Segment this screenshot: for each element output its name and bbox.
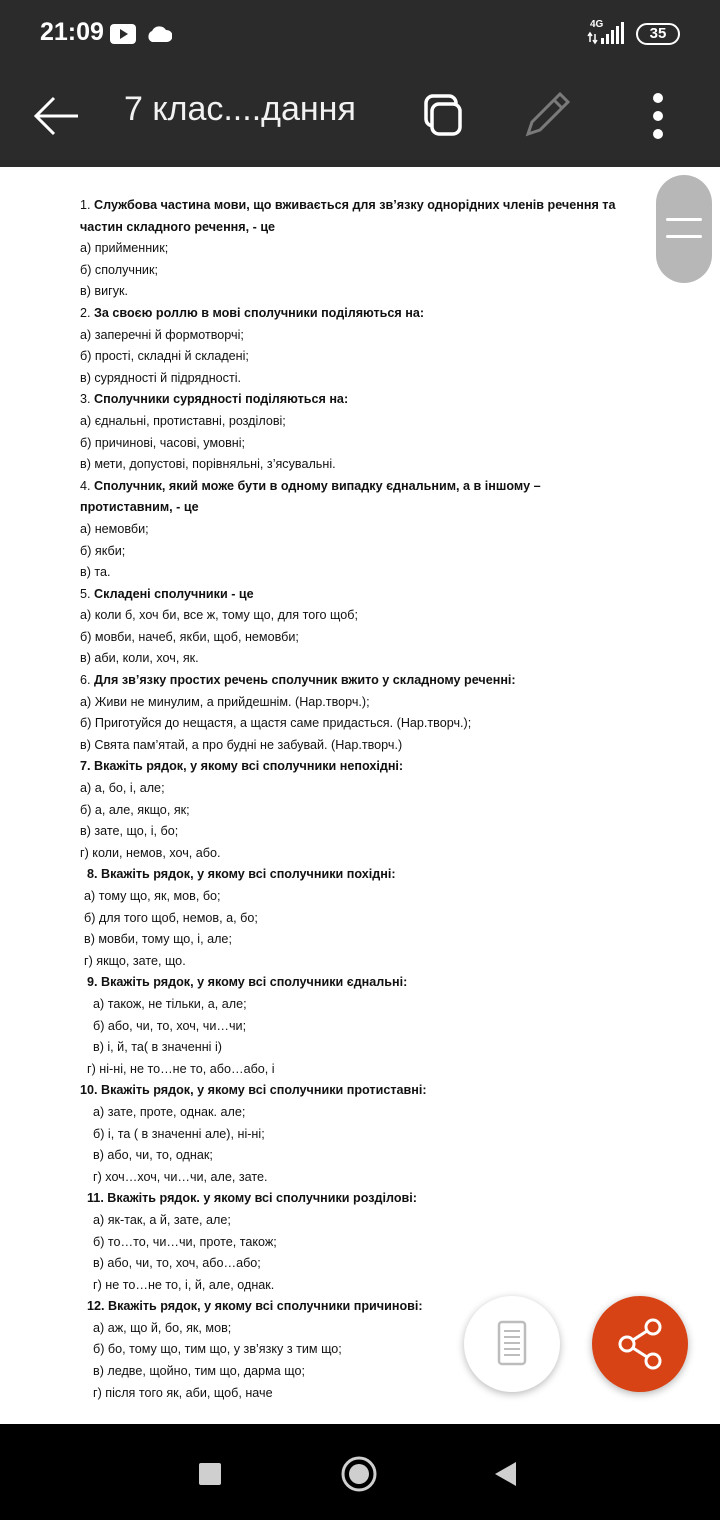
scroll-handle[interactable] xyxy=(656,175,712,283)
question-number: 3. xyxy=(80,392,91,407)
status-time: 21:09 xyxy=(40,18,104,46)
line-text: в) зате, що, і, бо; xyxy=(80,824,179,839)
line-text: в) або, чи, то, хоч, або…або; xyxy=(93,1256,261,1271)
line-text: 12. Вкажіть рядок, у якому всі сполучники причинові: xyxy=(87,1299,423,1314)
line-text: б) мовби, начеб, якби, щоб, немовби; xyxy=(80,629,299,644)
status-bar xyxy=(0,0,720,68)
edit-pencil-icon[interactable] xyxy=(516,86,576,146)
line-text: а) як-так, а й, зате, але; xyxy=(93,1212,231,1227)
more-vert-icon[interactable] xyxy=(628,86,688,146)
answer-option xyxy=(0,519,640,541)
question-line xyxy=(0,195,640,217)
question-line xyxy=(0,972,640,994)
answer-option xyxy=(0,1232,640,1254)
answer-option xyxy=(0,1275,640,1297)
line-text: в) сурядності й підрядності. xyxy=(80,370,242,385)
question-line xyxy=(0,476,640,498)
line-text: 10. Вкажіть рядок, у якому всі сполучники протиставні: xyxy=(80,1083,427,1098)
line-text: Для зв’язку простих речень сполучник вжито у складному реченні: xyxy=(94,673,516,688)
answer-option xyxy=(0,605,640,627)
line-text: а) а, бо, і, але; xyxy=(80,781,165,796)
answer-option xyxy=(0,411,640,433)
question-line xyxy=(0,497,640,519)
line-text: протиставним, - це xyxy=(80,500,199,515)
answer-option xyxy=(0,238,640,260)
share-icon xyxy=(592,1296,688,1392)
answer-option xyxy=(0,346,640,368)
line-text: в) ледве, щойно, тим що, дарма що; xyxy=(93,1364,305,1379)
answer-option xyxy=(0,627,640,649)
line-text: а) аж, що й, бо, як, мов; xyxy=(93,1320,232,1335)
answer-option xyxy=(0,562,640,584)
line-text: в) вигук. xyxy=(80,284,129,299)
line-text: б) а, але, якщо, як; xyxy=(80,802,190,817)
line-text: а) єднальні, протиставні, розділові; xyxy=(80,413,286,428)
line-text: Сполучники сурядності поділяються на: xyxy=(94,392,349,407)
youtube-icon xyxy=(110,24,136,49)
line-text: в) аби, коли, хоч, як. xyxy=(80,651,199,666)
question-number: 5. xyxy=(80,586,91,601)
answer-option xyxy=(0,843,640,865)
question-line xyxy=(0,670,640,692)
question-number: 1. xyxy=(80,198,91,212)
line-text: а) заперечні й формотворчі; xyxy=(80,327,244,342)
line-text: в) мовби, тому що, і, але; xyxy=(84,932,232,947)
question-line xyxy=(0,1080,640,1102)
line-text: г) якщо, зате, що. xyxy=(84,953,186,968)
answer-option xyxy=(0,433,640,455)
app-bar xyxy=(0,68,720,167)
answer-option xyxy=(0,800,640,822)
line-text: б) то…то, чи…чи, проте, також; xyxy=(93,1234,277,1249)
line-text: б) якби; xyxy=(80,543,126,558)
drag-handle-icon xyxy=(666,218,702,221)
document-text xyxy=(0,195,640,1404)
recents-square-icon[interactable] xyxy=(190,1454,230,1494)
answer-option xyxy=(0,929,640,951)
answer-option xyxy=(0,1016,640,1038)
line-text: б) і, та ( в значенні але), ні-ні; xyxy=(93,1126,265,1141)
question-line xyxy=(0,217,640,239)
answer-option xyxy=(0,325,640,347)
line-text: г) хоч…хоч, чи…чи, але, зате. xyxy=(93,1169,268,1184)
network-type: 4G xyxy=(590,19,604,30)
line-text: б) або, чи, то, хоч, чи…чи; xyxy=(93,1018,247,1033)
line-text: б) причинові, часові, умовні; xyxy=(80,435,246,450)
answer-option xyxy=(0,1253,640,1275)
line-text: 11. Вкажіть рядок. у якому всі сполучники розділові: xyxy=(87,1191,417,1206)
question-number: 2. xyxy=(80,305,91,320)
line-text: г) після того як, аби, щоб, наче xyxy=(93,1385,273,1400)
answer-option xyxy=(0,1059,640,1081)
answer-option xyxy=(0,1145,640,1167)
system-nav-bar xyxy=(0,1424,720,1520)
line-text: б) для того щоб, немов, а, бо; xyxy=(84,910,258,925)
document-icon xyxy=(464,1296,560,1392)
answer-option xyxy=(0,886,640,908)
line-text: За своєю роллю в мові сполучники поділяються на: xyxy=(94,305,425,320)
question-line xyxy=(0,756,640,778)
answer-option xyxy=(0,1124,640,1146)
back-arrow-icon[interactable] xyxy=(26,86,86,146)
document-title: 7 клас....дання xyxy=(124,90,356,128)
question-line xyxy=(0,1188,640,1210)
answer-option xyxy=(0,951,640,973)
line-text: в) або, чи, то, однак; xyxy=(93,1148,213,1163)
question-number: 6. xyxy=(80,673,91,688)
answer-option xyxy=(0,1167,640,1189)
document-view-button[interactable] xyxy=(464,1296,560,1392)
line-text: а) також, не тільки, а, але; xyxy=(93,996,247,1011)
answer-option xyxy=(0,735,640,757)
answer-option xyxy=(0,1102,640,1124)
line-text: в) Свята пам’ятай, а про будні не забувай. (Нар.творч.) xyxy=(80,737,403,752)
answer-option xyxy=(0,260,640,282)
line-text: в) та. xyxy=(80,565,111,580)
line-text: Сполучник, який може бути в одному випадку єднальним, а в іншому – xyxy=(94,478,541,493)
question-number: 4. xyxy=(80,478,91,493)
drag-handle-icon xyxy=(666,235,702,238)
home-circle-icon[interactable] xyxy=(339,1454,379,1494)
answer-option xyxy=(0,368,640,390)
share-button[interactable] xyxy=(592,1296,688,1392)
copy-icon[interactable] xyxy=(412,86,472,146)
line-text: а) зате, проте, однак. але; xyxy=(93,1104,246,1119)
line-text: Складені сполучники - це xyxy=(94,586,254,601)
answer-option xyxy=(0,692,640,714)
line-text: Службова частина мови, що вживається для зв’язку однорідних членів речення та xyxy=(94,198,616,212)
line-text: а) Живи не минулим, а прийдешнім. (Нар.творч.); xyxy=(80,694,370,709)
line-text: частин складного речення, - це xyxy=(80,219,276,234)
answer-option xyxy=(0,454,640,476)
line-text: г) ні-ні, не то…не то, або…або, і xyxy=(87,1061,275,1076)
document-page[interactable] xyxy=(0,167,720,1424)
cloud-icon xyxy=(146,26,172,47)
line-text: в) і, й, та( в значенні і) xyxy=(93,1040,222,1055)
line-text: а) коли б, хоч би, все ж, тому що, для того щоб; xyxy=(80,608,358,623)
line-text: г) коли, немов, хоч, або. xyxy=(80,845,221,860)
line-text: б) сполучник; xyxy=(80,262,158,277)
answer-option xyxy=(0,821,640,843)
question-line xyxy=(0,389,640,411)
answer-option xyxy=(0,994,640,1016)
answer-option xyxy=(0,1037,640,1059)
question-line xyxy=(0,864,640,886)
line-text: а) немовби; xyxy=(80,521,149,536)
line-text: 7. Вкажіть рядок, у якому всі сполучники непохідні: xyxy=(80,759,404,774)
back-triangle-icon[interactable] xyxy=(488,1454,528,1494)
answer-option xyxy=(0,908,640,930)
line-text: г) не то…не то, і, й, але, однак. xyxy=(93,1277,275,1292)
answer-option xyxy=(0,281,640,303)
answer-option xyxy=(0,541,640,563)
answer-option xyxy=(0,1210,640,1232)
line-text: а) прийменник; xyxy=(80,241,169,256)
line-text: б) прості, складні й складені; xyxy=(80,349,249,364)
line-text: б) Приготуйся до нещастя, а щастя саме придасться. (Нар.творч.); xyxy=(80,716,472,731)
battery-indicator: 35 xyxy=(636,23,680,45)
answer-option xyxy=(0,713,640,735)
line-text: а) тому що, як, мов, бо; xyxy=(84,889,221,903)
question-line xyxy=(0,303,640,325)
answer-option xyxy=(0,648,640,670)
signal-icon xyxy=(586,20,628,46)
line-text: 9. Вкажіть рядок, у якому всі сполучники єднальні: xyxy=(87,975,408,990)
line-text: 8. Вкажіть рядок, у якому всі сполучники похідні: xyxy=(87,867,396,882)
line-text: б) бо, тому що, тим що, у зв’язку з тим що; xyxy=(93,1342,342,1357)
question-line xyxy=(0,584,640,606)
answer-option xyxy=(0,778,640,800)
line-text: в) мети, допустові, порівняльні, з’ясувальні. xyxy=(80,457,336,472)
